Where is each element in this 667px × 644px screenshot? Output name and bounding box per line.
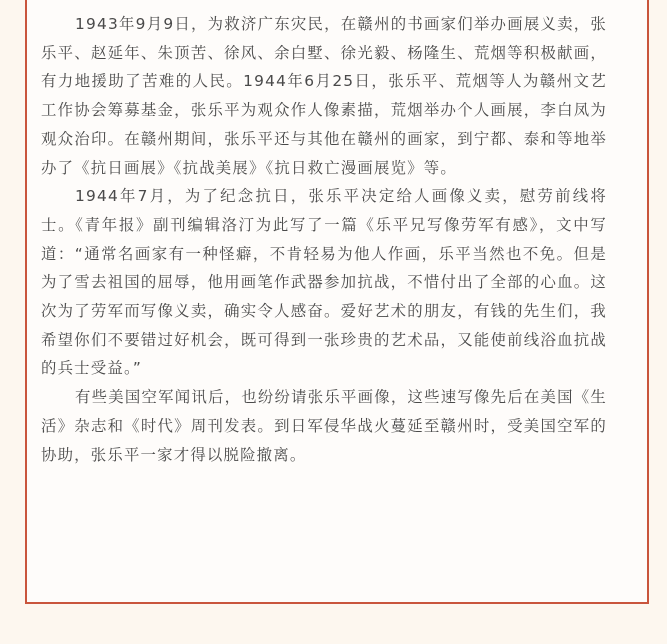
article-paragraph: 1943年9月9日，为救济广东灾民，在赣州的书画家们举办画展义卖，张乐平、赵延年、朱顶苦、徐风、余白墅、徐光毅、杨隆生、荒烟等积极献画，有力地援助了苦难的人民。1944年6月25日，张乐平、荒烟等人为赣州文艺工作协会筹募基金，张乐平为观众作人像素描，荒烟举办个人画展，李白凤为观众治印。在赣州期间，张乐平还与其他在赣州的画家，到宁都、泰和等地举办了《抗日画展》《抗战美展》《抗日救亡漫画展览》等。 [41,15,607,177]
article-paragraph: 1944年7月，为了纪念抗日，张乐平决定给人画像义卖，慰劳前线将士。《青年报》副刊编辑洛汀为此写了一篇《乐平兄写像劳军有感》，文中写道：“通常名画家有一种怪癖，不肯轻易为他人作画，乐平当然也不免。但是为了雪去祖国的屈辱，他用画笔作武器参加抗战，不惜付出了全部的心血。这次为了劳军而写像义卖，确实令人感奋。爱好艺术的朋友，有钱的先生们，我希望你们不要错过好机会，既可得到一张珍贵的艺术品，又能使前线浴血抗战的兵士受益。” [41,187,607,378]
article-paragraph: 有些美国空军闻讯后，也纷纷请张乐平画像，这些速写像先后在美国《生活》杂志和《时代》周刊发表。到日军侵华战火蔓延至赣州时，受美国空军的协助，张乐平一家才得以脱险撤离。 [41,388,607,464]
article-body [41,10,607,469]
